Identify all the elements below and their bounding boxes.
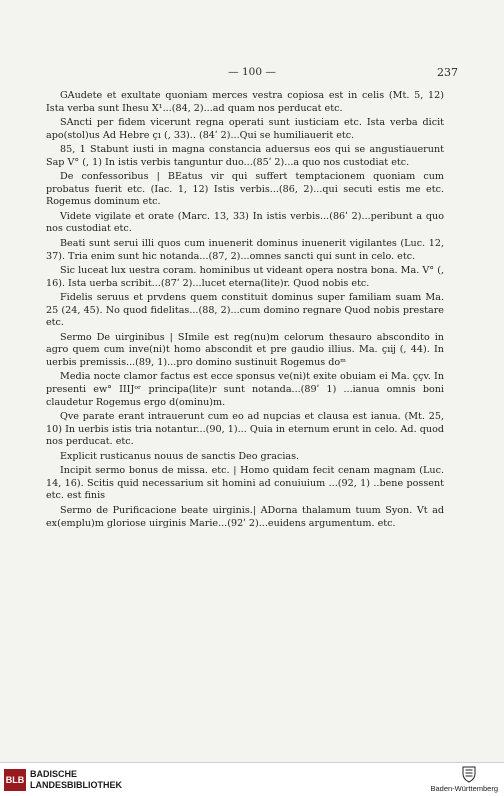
- coat-of-arms-icon: [460, 765, 478, 783]
- paragraph: Qve parate erant intrauerunt cum eo ad nupcias et clausa est ianua. (Mt. 25, 10) In uerbis istis tria notantur...(90, 1)... Quia in eternum erunt in celo. Ad. quod nos perducat. etc.: [46, 411, 444, 448]
- paragraph: De confessoribus | BEatus vir qui suffert temptacionem quoniam cum probatus fuerit etc. (Iac. 1, 12) Istis verbis...(86, 2)...qui secuti estis me etc. Rogemus dominum etc.: [46, 171, 444, 208]
- crest-label: Baden-Württemberg: [430, 784, 498, 793]
- paragraph: Sermo de Purificacione beate uirginis.| ADorna thalamum tuum Syon. Vt ad ex(emplu)m gloriose uirginis Marie...(92ʹ 2)...euidens argumentum. etc.: [46, 504, 444, 529]
- paragraph: SAncti per fidem vicerunt regna operati sunt iusticiam etc. Ista verba dicit apo(stol)us Ad Hebre çı (, 33).. (84ʹ 2)...Qui se humiliauerit etc.: [46, 117, 444, 141]
- paragraph: Fidelis seruus et prvdens quem constituit dominus super familiam suam Ma. 25 (24, 45). No quod fidelitas...(88, 2)...cum domino regnare Quod nobis prestare etc.: [46, 292, 444, 329]
- blb-logo[interactable]: BLB: [4, 769, 26, 791]
- library-name-line2: LANDESBIBLIOTHEK: [30, 780, 122, 790]
- paragraph: Sic luceat lux uestra coram. hominibus ut videant opera nostra bona. Ma. V° (, 16). Ista uerba scribit...(87ʹ 2)...lucet eterna(lite)r. Quod nobis etc.: [46, 265, 444, 289]
- running-head: — 100 —: [228, 66, 276, 78]
- paragraph: Beati sunt serui illi quos cum inuenerit dominus inuenerit vigilantes (Luc. 12, 37). Tria enim sunt hic notanda...(87, 2)...omnes sancti qui sunt in celo. etc.: [46, 238, 444, 262]
- body-text: [46, 90, 444, 530]
- paragraph: Videte vigilate et orate (Marc. 13, 33) In istis verbis...(86ʹ 2)...peribunt a quo nos custodiat etc.: [46, 210, 444, 235]
- paragraph: Sermo De uirginibus | SImile est reg(nu)m celorum thesauro abscondito in agro quem cum inve(ni)t homo abscondit et pre gaudio illius. Ma. çıĳ (, 44). In uerbis premissis...(89, 1)...pro domino sustinuit Rogemus doᵐ: [46, 331, 444, 368]
- library-name[interactable]: [30, 769, 122, 791]
- page-header: [46, 66, 458, 80]
- page-number: 237: [437, 66, 458, 79]
- library-footer: [0, 762, 504, 796]
- paragraph: GAudete et exultate quoniam merces vestra copiosa est in celis (Mt. 5, 12) Ista verba sunt Ihesu X¹...(84, 2)...ad quam nos perducat etc.: [46, 90, 444, 114]
- library-name-line1: BADISCHE: [30, 769, 78, 779]
- paragraph: 85, 1 Stabunt iusti in magna constancia aduersus eos qui se angustiauerunt Sap V° (, 1) In istis verbis tanguntur duo...(85ʹ 2)...a quo nos custodiat etc.: [46, 144, 444, 168]
- paragraph: Incipit sermo bonus de missa. etc. | Homo quidam fecit cenam magnam (Luc. 14, 16). Scitis quid necessarium sit homini ad conuiuium ...(92, 1) ..bene possent etc. est finis: [46, 465, 444, 502]
- paragraph: Media nocte clamor factus est ecce sponsus ve(ni)t exite obuiam ei Ma. ççv. In presenti ew° IIIJᵒʳ principa(lite)r sunt notanda...(89ʹ 1) ...ianua omnis boni claudetur Rogemus ergo d(ominu)m.: [46, 371, 444, 408]
- paragraph: Explicit rusticanus nouus de sanctis Deo gracias.: [60, 450, 300, 462]
